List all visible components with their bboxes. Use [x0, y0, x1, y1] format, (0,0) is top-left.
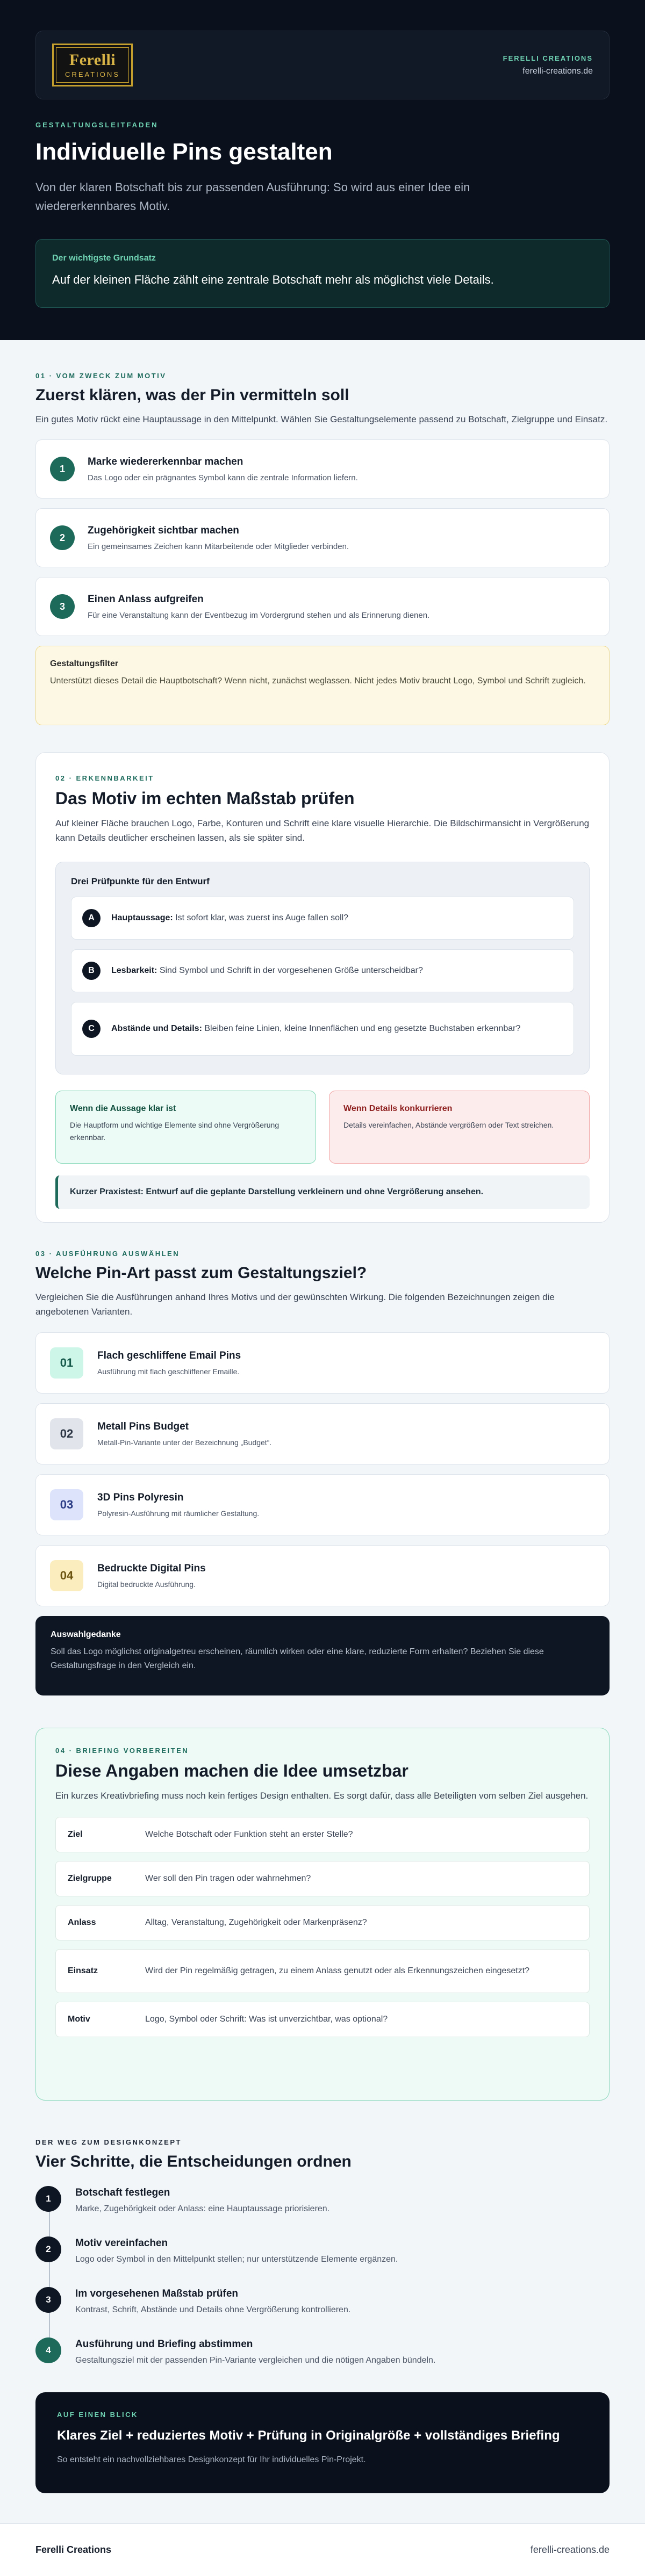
pin-title: 3D Pins Polyresin	[97, 1491, 184, 1503]
timeline-number: 2	[35, 2236, 61, 2262]
page-title: Individuelle Pins gestalten	[35, 139, 333, 165]
briefing-key: Einsatz	[68, 1966, 98, 1975]
purpose-title: Marke wiedererkennbar machen	[88, 456, 243, 467]
purpose-desc: Das Logo oder ein prägnantes Symbol kann die zentrale Information liefern.	[88, 473, 358, 482]
summary-text: So entsteht ein nachvollziehbares Designkonzept für Ihr individuelles Pin-Projekt.	[57, 2455, 366, 2464]
section-title: Diese Angaben machen die Idee umsetzbar	[55, 1760, 408, 1780]
timeline-desc: Gestaltungsziel mit der passenden Pin-Variante vergleichen und die nötigen Angaben bündeln.	[75, 2355, 436, 2365]
section-lead: Vergleichen Sie die Ausführungen anhand Ihres Motivs und der gewünschten Wirkung. Die folgenden Bezeichnungen zeigen die angebotenen Varianten.	[35, 1292, 555, 1317]
filter-title: Gestaltungsfilter	[50, 659, 119, 669]
section-pin-types	[0, 1223, 645, 1695]
timeline-number: 1	[35, 2186, 61, 2212]
purpose-desc: Ein gemeinsames Zeichen kann Mitarbeitende oder Mitglieder verbinden.	[88, 542, 349, 551]
briefing-value: Wird der Pin regelmäßig getragen, zu einem Anlass genutzt oder als Erkennungszeichen eingesetzt?	[145, 1966, 530, 1975]
timeline-step	[35, 2287, 610, 2337]
competing-details-box	[329, 1091, 590, 1164]
timeline-desc: Logo oder Symbol in den Mittelpunkt stellen; nur unterstützende Elemente ergänzen.	[75, 2254, 398, 2264]
check-item	[71, 949, 574, 992]
pin-desc: Digital bedruckte Ausführung.	[97, 1579, 196, 1589]
hero-eyebrow: GESTALTUNGSLEITFADEN	[35, 121, 159, 129]
briefing-value: Logo, Symbol oder Schrift: Was ist unverzichtbar, was optional?	[145, 2014, 388, 2024]
check-text: Ist sofort klar, was zuerst ins Auge fallen soll?	[173, 913, 349, 922]
check-letter: B	[82, 962, 101, 980]
check-text: Sind Symbol und Schrift in der vorgesehenen Größe unterscheidbar?	[157, 965, 423, 975]
pin-number: 01	[50, 1347, 83, 1379]
pin-number: 02	[50, 1418, 83, 1449]
pin-title: Metall Pins Budget	[97, 1420, 189, 1432]
briefing-value: Welche Botschaft oder Funktion steht an erster Stelle?	[145, 1829, 353, 1839]
pin-desc: Metall-Pin-Variante unter der Bezeichnung „Budget“.	[97, 1438, 272, 1447]
topbar	[35, 31, 610, 99]
timeline-step	[35, 2186, 610, 2236]
brand-name: FERELLI CREATIONS	[503, 54, 593, 62]
pin-type-card[interactable]	[35, 1545, 610, 1606]
section-title: Welche Pin-Art passt zum Gestaltungsziel?	[35, 1264, 367, 1282]
timeline-step	[35, 2236, 610, 2287]
check-label: Abstände und Details:	[111, 1023, 202, 1033]
briefing-row	[55, 1905, 590, 1940]
section-kicker: 02 · ERKENNBARKEIT	[55, 774, 154, 783]
section-kicker: DER WEG ZUM DESIGNKONZEPT	[35, 2138, 182, 2146]
check-item	[71, 897, 574, 940]
principle-box	[35, 239, 610, 308]
briefing-row	[55, 1817, 590, 1852]
section-lead: Ein kurzes Kreativbriefing muss noch kein fertiges Design enthalten. Es sorgt dafür, dass alle Beteiligten vom selben Ziel ausgehen.	[55, 1790, 589, 1801]
selection-thought-box	[35, 1616, 610, 1695]
section-lead: Auf kleiner Fläche brauchen Logo, Farbe, Konturen und Schrift eine klare visuelle Hierarchie. Die Bildschirmansicht in Vergrößerung kann Details deutlicher erscheinen lassen, als sie später sind.	[55, 818, 590, 843]
purpose-title: Zugehörigkeit sichtbar machen	[88, 524, 239, 536]
hero-lead: Von der klaren Botschaft bis zur passenden Ausführung: So wird aus einer Idee ein wiedererkennbares Motiv.	[35, 180, 470, 213]
purpose-list	[35, 439, 610, 636]
section-recognizability	[35, 752, 610, 1223]
footer-url-link[interactable]: ferelli-creations.de	[530, 2544, 610, 2555]
briefing-value: Alltag, Veranstaltung, Zugehörigkeit oder Markenpräsenz?	[145, 1917, 367, 1927]
purpose-card	[35, 508, 610, 567]
purpose-card	[35, 577, 610, 636]
check-label: Hauptaussage:	[111, 913, 173, 922]
logo-frame	[56, 47, 129, 83]
brand-info	[503, 54, 593, 76]
briefing-key: Zielgruppe	[68, 1873, 112, 1883]
timeline-step	[35, 2337, 610, 2388]
competing-details-text: Details vereinfachen, Abstände vergrößern oder Text streichen.	[343, 1120, 554, 1129]
pin-title: Bedruckte Digital Pins	[97, 1562, 206, 1574]
filter-text: Unterstützt dieses Detail die Hauptbotschaft? Wenn nicht, zunächst weglassen. Nicht jedes Motiv braucht Logo, Symbol und Schrift zugleich.	[50, 676, 586, 686]
summary-title: Klares Ziel + reduziertes Motiv + Prüfung in Originalgröße + vollständiges Briefing	[57, 2428, 560, 2443]
timeline-title: Im vorgesehenen Maßstab prüfen	[75, 2288, 239, 2299]
section-title: Zuerst klären, was der Pin vermitteln soll	[35, 386, 349, 404]
pin-type-card[interactable]	[35, 1332, 610, 1394]
timeline-title: Ausführung und Briefing abstimmen	[75, 2338, 253, 2350]
check-panel-title: Drei Prüfpunkte für den Entwurf	[71, 876, 210, 886]
pin-type-card[interactable]	[35, 1474, 610, 1535]
steps-timeline	[35, 2186, 610, 2388]
section-kicker: 03 · AUSFÜHRUNG AUSWÄHLEN	[35, 1250, 180, 1258]
pin-desc: Polyresin-Ausführung mit räumlicher Gestaltung.	[97, 1509, 260, 1518]
briefing-row	[55, 1949, 590, 1993]
section-lead: Ein gutes Motiv rückt eine Hauptaussage in den Mittelpunkt. Wählen Sie Gestaltungselemente passend zu Botschaft, Zielgruppe und Einsatz.	[35, 414, 608, 424]
section-title: Vier Schritte, die Entscheidungen ordnen	[35, 2152, 352, 2170]
summary-kicker: AUF EINEN BLICK	[57, 2410, 138, 2419]
pin-type-card[interactable]	[35, 1403, 610, 1464]
clear-message-box	[55, 1091, 316, 1164]
check-label: Lesbarkeit:	[111, 965, 157, 975]
check-item	[71, 1002, 574, 1056]
section-purpose	[0, 340, 645, 725]
check-letter: C	[82, 1020, 101, 1038]
footer-brand: Ferelli Creations	[35, 2544, 112, 2555]
timeline-desc: Kontrast, Schrift, Abstände und Details ohne Vergrößerung kontrollieren.	[75, 2305, 351, 2314]
section-title: Das Motiv im echten Maßstab prüfen	[55, 789, 355, 809]
purpose-card	[35, 439, 610, 499]
brand-logo[interactable]	[52, 44, 133, 86]
timeline-desc: Marke, Zugehörigkeit oder Anlass: eine Hauptaussage priorisieren.	[75, 2204, 330, 2213]
clear-message-title: Wenn die Aussage klar ist	[70, 1103, 176, 1113]
briefing-row	[55, 2002, 590, 2037]
section-kicker: 01 · VOM ZWECK ZUM MOTIV	[35, 372, 167, 380]
timeline-number: 3	[35, 2287, 61, 2313]
section-kicker: 04 · BRIEFING VORBEREITEN	[55, 1746, 189, 1755]
pin-type-list	[35, 1332, 610, 1606]
timeline-number: 4	[35, 2337, 61, 2363]
practice-test-note: Kurzer Praxistest: Entwurf auf die geplante Darstellung verkleinern und ohne Vergrößerung ansehen.	[55, 1175, 590, 1209]
selection-thought-text: Soll das Logo möglichst originalgetreu erscheinen, räumlich wirken oder eine klare, reduzierte Form erhalten? Beziehen Sie diese Gestaltungsfrage in den Vergleich ein.	[51, 1647, 544, 1670]
competing-details-title: Wenn Details konkurrieren	[343, 1103, 453, 1113]
selection-thought-title: Auswahlgedanke	[51, 1629, 121, 1639]
footer	[0, 2523, 645, 2576]
briefing-key: Anlass	[68, 1917, 96, 1927]
briefing-key: Ziel	[68, 1829, 83, 1839]
summary-box	[35, 2392, 610, 2493]
check-letter: A	[82, 909, 101, 927]
check-text: Bleiben feine Linien, kleine Innenflächen und eng gesetzte Buchstaben erkennbar?	[202, 1023, 521, 1033]
briefing-table	[55, 1817, 590, 2037]
pin-number: 03	[50, 1489, 83, 1520]
design-filter-box	[35, 646, 610, 725]
briefing-value: Wer soll den Pin tragen oder wahrnehmen?	[145, 1873, 311, 1883]
step-number: 1	[50, 457, 75, 481]
purpose-desc: Für eine Veranstaltung kann der Eventbezug im Vordergrund stehen und als Erinnerung dienen.	[88, 610, 430, 620]
hero	[0, 0, 645, 340]
brand-url-link[interactable]: ferelli-creations.de	[522, 66, 593, 76]
principle-text: Auf der kleinen Fläche zählt eine zentrale Botschaft mehr als möglichst viele Details.	[52, 272, 494, 286]
check-panel	[55, 862, 590, 1074]
timeline-title: Botschaft festlegen	[75, 2187, 170, 2198]
section-briefing	[35, 1728, 610, 2101]
step-number: 3	[50, 594, 75, 619]
principle-title: Der wichtigste Grundsatz	[52, 253, 156, 263]
logo-wordmark: Ferelli	[69, 50, 116, 69]
purpose-title: Einen Anlass aufgreifen	[88, 593, 204, 605]
pin-number: 04	[50, 1560, 83, 1591]
step-number: 2	[50, 525, 75, 550]
briefing-key: Motiv	[68, 2014, 90, 2024]
section-design-path	[0, 2101, 645, 2493]
briefing-row	[55, 1861, 590, 1896]
logo-subline: CREATIONS	[65, 70, 120, 78]
outcome-columns	[55, 1091, 590, 1164]
pin-title: Flach geschliffene Email Pins	[97, 1350, 241, 1361]
timeline-title: Motiv vereinfachen	[75, 2237, 168, 2249]
clear-message-text: Die Hauptform und wichtige Elemente sind ohne Vergrößerung erkennbar.	[70, 1120, 280, 1142]
pin-desc: Ausführung mit flach geschliffener Emaille.	[97, 1367, 240, 1376]
